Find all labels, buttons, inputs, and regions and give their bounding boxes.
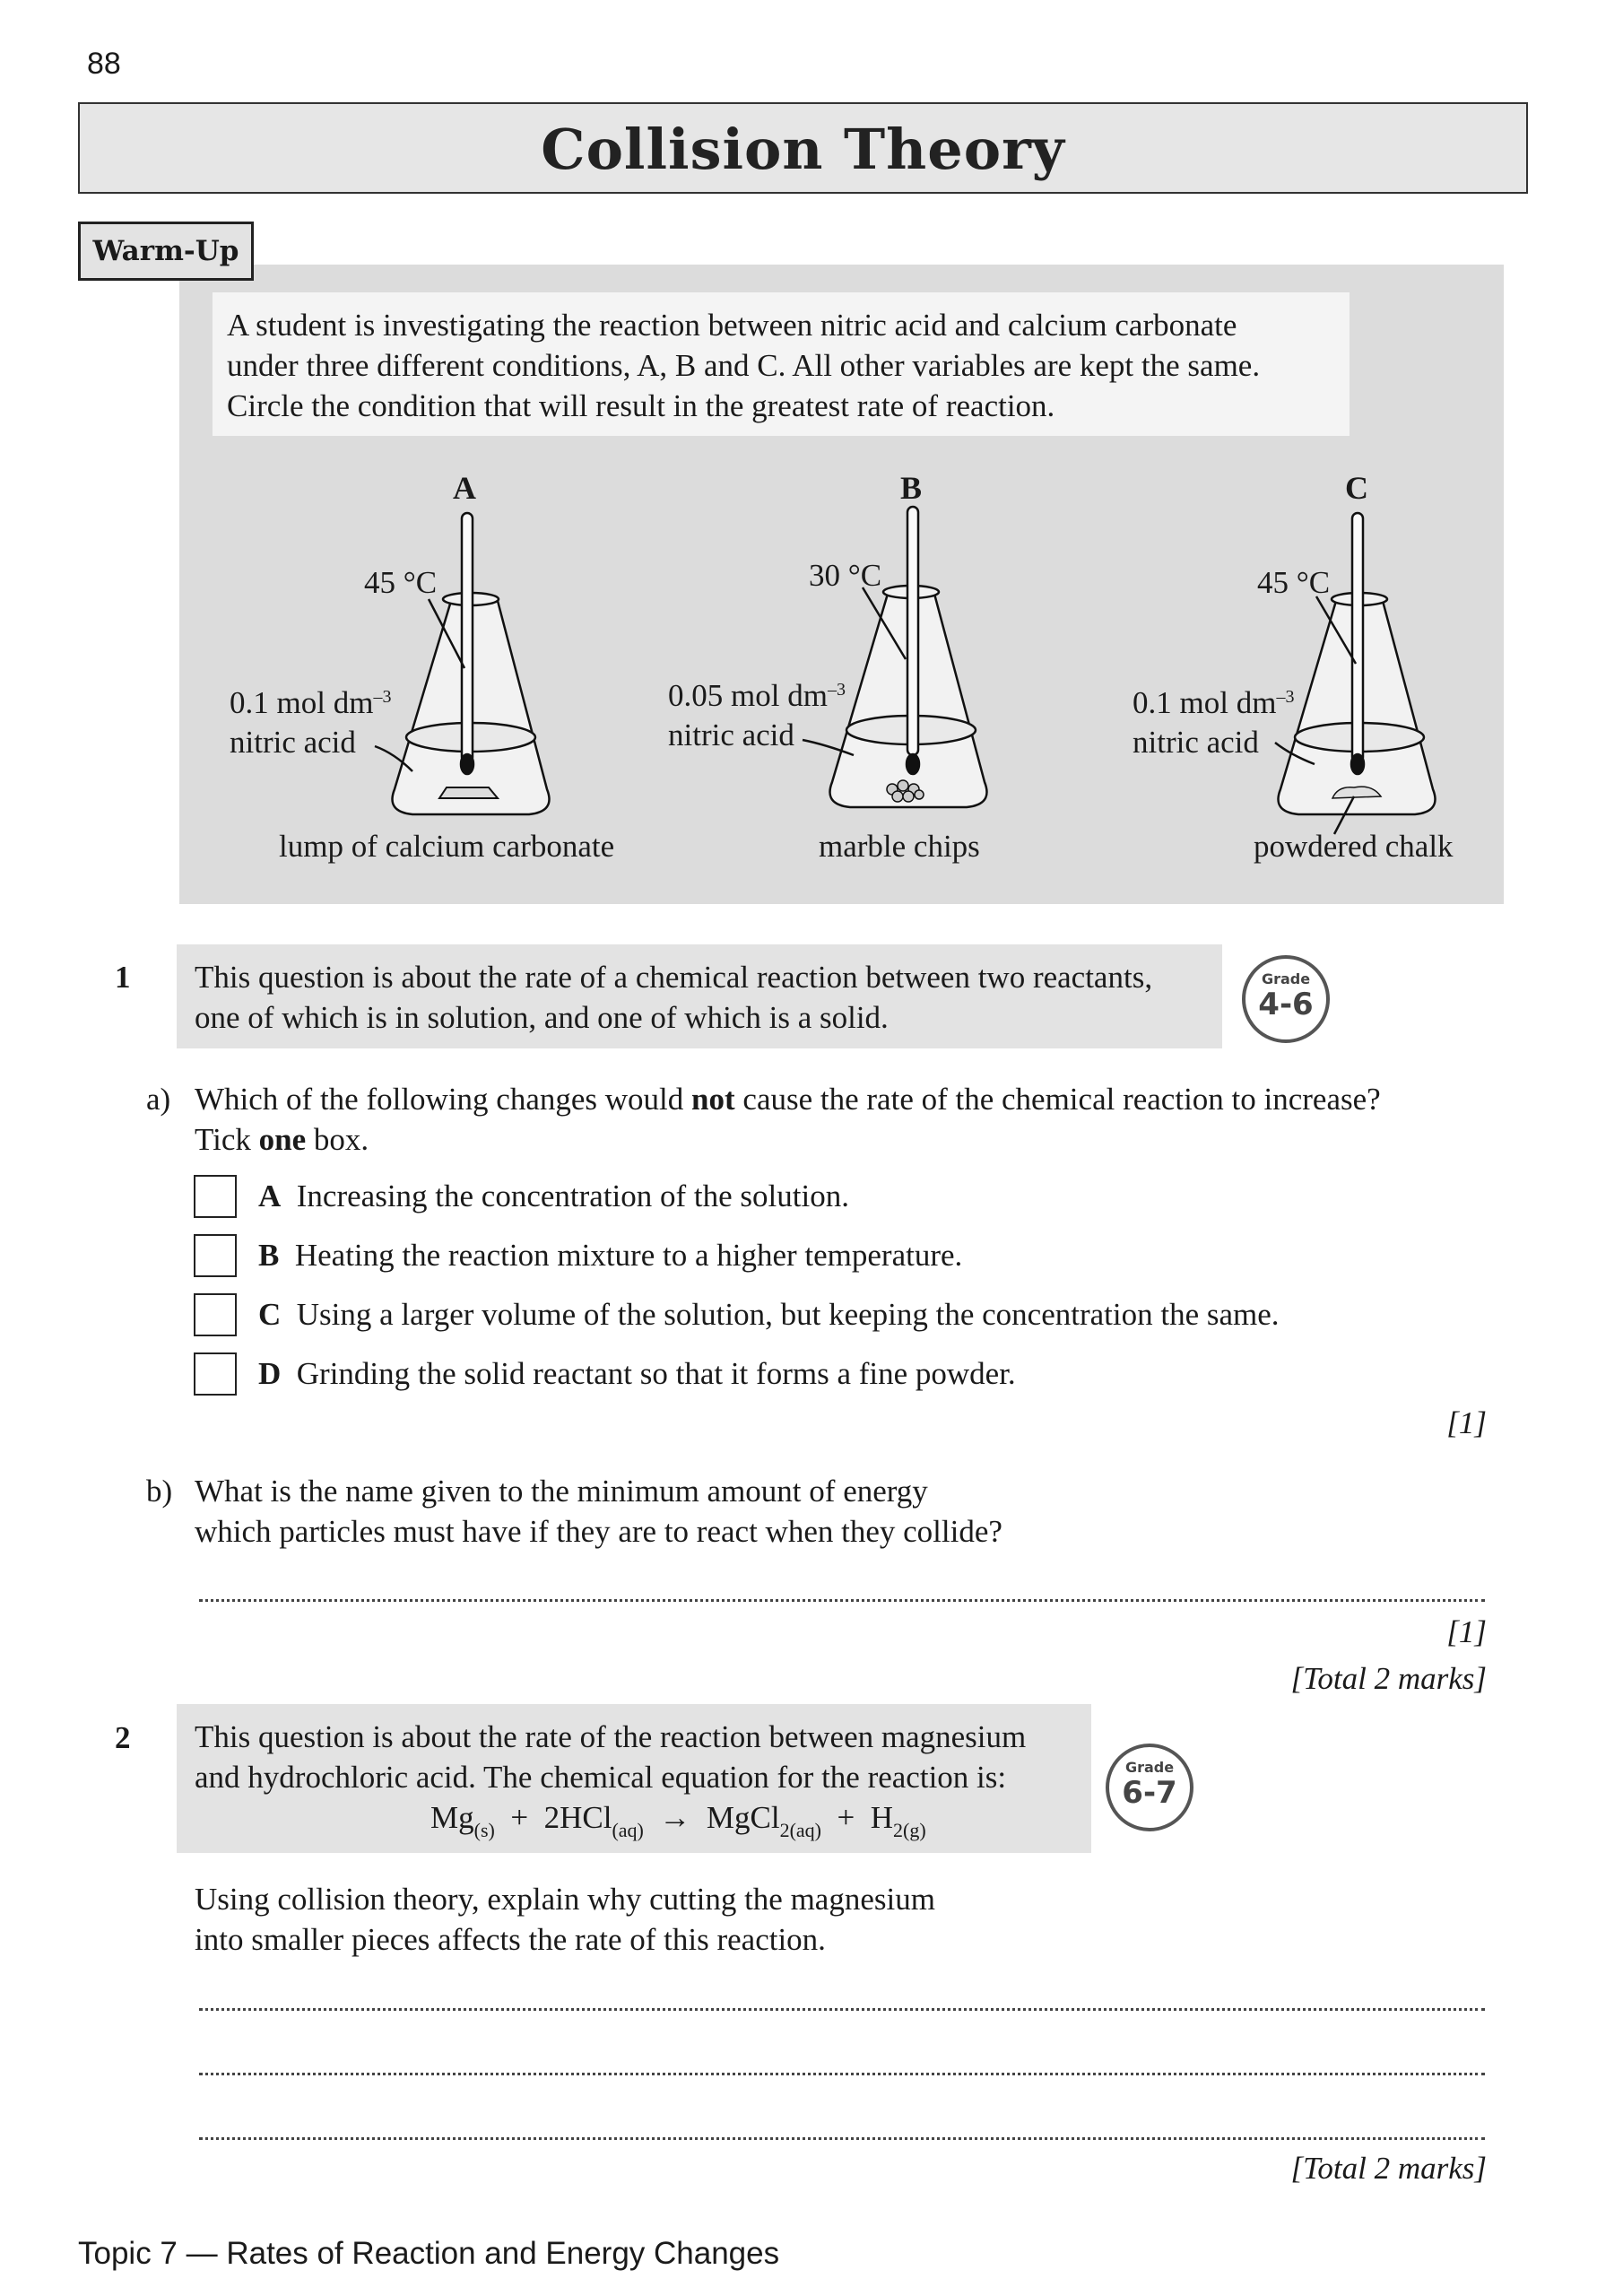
option-b: B Heating the reaction mixture to a higher temperature. <box>258 1238 963 1273</box>
reaction-equation: $Mg_{(s)} + 2HCl_{(aq)}$ → MgCl$_{2(aq)}$ + $H_{2(g)}$ <box>430 1800 926 1841</box>
flask-c-concentration: 0.1 mol $dm^{-3}$ <box>1133 685 1295 720</box>
question-2-number: 2 <box>115 1720 131 1755</box>
page-number: 88 <box>87 47 121 81</box>
grade-label: Grade <box>1261 970 1311 987</box>
warmup-line-2: under three different conditions, A, B and C. All other variables are kept the same. <box>227 348 1261 383</box>
q2-line-2: into smaller pieces affects the rate of this reaction. <box>195 1922 826 1957</box>
flask-a-letter: A <box>453 470 476 506</box>
q1-total-marks: [Total 2 marks] <box>1290 1661 1487 1696</box>
q1b-question <box>195 1471 1002 1552</box>
flask-b-concentration: 0.05 mol $dm^{-3}$ <box>668 678 846 713</box>
option-a: A Increasing the concentration of the solution. <box>258 1178 849 1213</box>
q2-line-1: Using collision theory, explain why cutting the magnesium <box>195 1882 935 1917</box>
flask-b-acid: nitric acid <box>668 718 794 752</box>
footer-topic: Topic 7 — Rates of Reaction and Energy Changes <box>78 2236 780 2271</box>
q2-total-marks: [Total 2 marks] <box>1290 2151 1487 2186</box>
flask-c-acid: nitric acid <box>1133 725 1259 760</box>
flask-diagrams <box>0 0 1623 906</box>
warmup-line-1: A student is investigating the reaction between nitric acid and calcium carbonate <box>227 308 1237 343</box>
flask-c-solid: powdered chalk <box>1254 829 1454 864</box>
option-b-checkbox[interactable] <box>194 1234 237 1277</box>
q1b-answer-line[interactable] <box>199 1598 1485 1602</box>
q1a-line-2: Tick one box. <box>195 1122 369 1157</box>
q1-intro-line-1: This question is about the rate of a chemical reaction between two reactants, <box>195 960 1153 995</box>
page-title: Collision Theory <box>541 117 1065 182</box>
option-c: C Using a larger volume of the solution, but keeping the concentration the same. <box>258 1297 1280 1332</box>
q1a-label: a) <box>146 1082 171 1117</box>
q2-intro-line-1: This question is about the rate of the reaction between magnesium <box>195 1719 1027 1754</box>
grade-badge-q1 <box>1242 955 1330 1043</box>
option-d: D Grinding the solid reactant so that it forms a fine powder. <box>258 1356 1016 1391</box>
grade-label: Grade <box>1124 1759 1175 1776</box>
grade-badge-q2 <box>1106 1744 1193 1831</box>
flask-a-solid: lump of calcium carbonate <box>279 829 615 864</box>
q1b-label: b) <box>146 1474 173 1509</box>
q1a-question <box>195 1079 1381 1160</box>
q1b-line-2: which particles must have if they are to react when they collide? <box>195 1514 1002 1549</box>
warmup-line-3: Circle the condition that will result in the greatest rate of reaction. <box>227 388 1055 423</box>
question-2-intro <box>177 1704 1091 1853</box>
flask-c-drawing <box>1275 513 1436 834</box>
flask-c-temperature: 45 °C <box>1257 565 1331 600</box>
flask-b-letter: B <box>900 470 923 506</box>
q1a-marks: [1] <box>1446 1405 1487 1440</box>
option-c-checkbox[interactable] <box>194 1293 237 1336</box>
flask-a-drawing <box>375 513 550 814</box>
flask-a-temperature: 45 °C <box>364 565 438 600</box>
option-a-checkbox[interactable] <box>194 1175 237 1218</box>
question-1-number: 1 <box>115 960 131 995</box>
q2-question <box>195 1879 935 1960</box>
q2-answer-line-3[interactable] <box>199 2136 1485 2140</box>
question-1-intro <box>177 944 1222 1048</box>
option-d-checkbox[interactable] <box>194 1352 237 1396</box>
q2-answer-line-1[interactable] <box>199 2007 1485 2011</box>
grade-value: 4-6 <box>1258 987 1314 1022</box>
grade-value: 6-7 <box>1122 1775 1177 1811</box>
q1a-line-1: Which of the following changes would not cause the rate of the chemical reaction to increase? <box>195 1082 1381 1117</box>
q2-intro-line-2: and hydrochloric acid. The chemical equation for the reaction is: <box>195 1760 1007 1795</box>
q2-answer-line-2[interactable] <box>199 2072 1485 2075</box>
flask-b-solid: marble chips <box>819 829 980 864</box>
warmup-tab: Warm-Up <box>78 222 254 281</box>
flask-a-acid: nitric acid <box>230 725 356 760</box>
flask-c-letter: C <box>1345 470 1368 506</box>
q1-intro-line-2: one of which is in solution, and one of which is a solid. <box>195 1000 889 1035</box>
q1b-line-1: What is the name given to the minimum amount of energy <box>195 1474 928 1509</box>
flask-a-concentration: 0.1 mol $dm^{-3}$ <box>230 685 392 720</box>
flask-b-drawing <box>803 507 987 807</box>
q1b-marks: [1] <box>1446 1614 1487 1649</box>
flask-b-temperature: 30 °C <box>809 558 882 593</box>
